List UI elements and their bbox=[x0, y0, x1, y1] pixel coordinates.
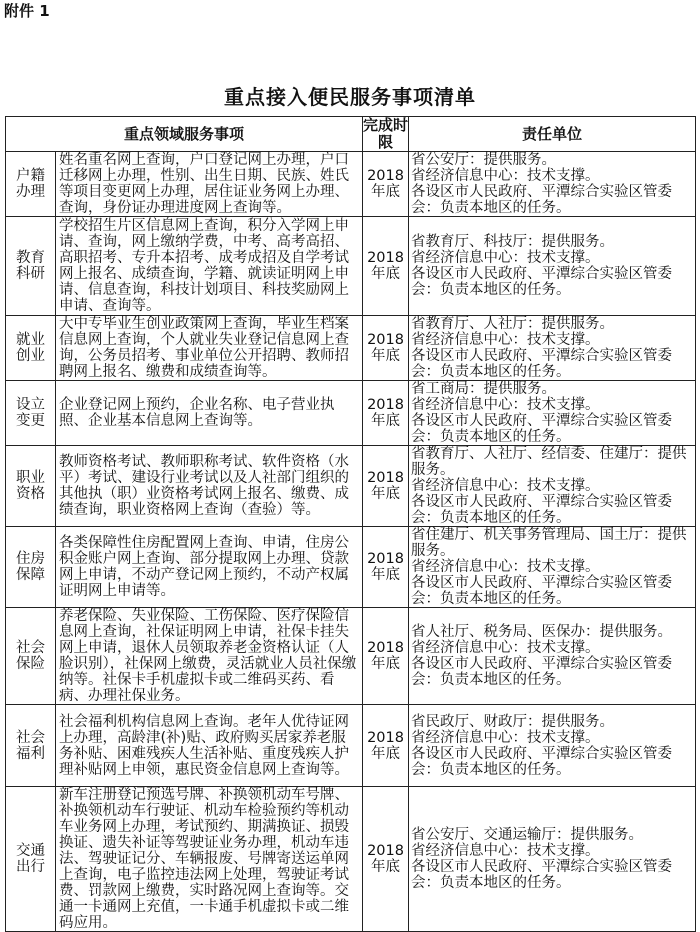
row-items: 企业登记网上预约，企业名称、电子营业执照、企业基本信息网上查询等。 bbox=[56, 381, 363, 446]
responsible-unit: 省经济信息中心：技术支撑。 bbox=[411, 478, 600, 494]
row-category: 交通出行 bbox=[6, 787, 56, 932]
row-items: 教师资格考试、教师职称考试、软件资格（水平）考试、建设行业考试以及人社部门组织的其他执（职）业资格考试网上报名、缴费、成绩查询，职业资格网上查询（查验）等。 bbox=[56, 446, 363, 527]
responsible-unit: 各设区市人民政府、平潭综合实验区管委会：负责本地区的任务。 bbox=[411, 575, 673, 607]
row-items: 姓名重名网上查询，户口登记网上办理，户口迁移网上办理，性别、出生日期、民族、姓氏等项目变更网上办理，居住证业务网上办理、查询，身份证办理进度网上查询等。 bbox=[56, 152, 363, 217]
row-deadline: 2018年底 bbox=[363, 608, 409, 705]
table-row bbox=[6, 527, 696, 608]
row-category: 住房保障 bbox=[6, 527, 56, 608]
row-deadline: 2018年底 bbox=[363, 527, 409, 608]
row-category: 户籍办理 bbox=[6, 152, 56, 217]
row-units bbox=[409, 608, 696, 705]
responsible-unit: 省经济信息中心：技术支撑。 bbox=[411, 559, 600, 575]
responsible-unit: 省经济信息中心：技术支撑。 bbox=[411, 640, 600, 656]
table-row bbox=[6, 316, 696, 381]
row-category: 就业创业 bbox=[6, 316, 56, 381]
responsible-unit: 各设区市人民政府、平潭综合实验区管委会：负责本地区的任务。 bbox=[411, 859, 673, 891]
row-units bbox=[409, 152, 696, 217]
row-category: 社会福利 bbox=[6, 705, 56, 787]
row-items: 社会福利机构信息网上查询。老年人优待证网上办理，高龄津(补)贴、政府购买居家养老服务补贴、困难残疾人生活补贴、重度残疾人护理补贴网上申领，惠民资金信息网上查询等。 bbox=[56, 705, 363, 787]
row-items: 学校招生片区信息网上查询，积分入学网上申请、查询，网上缴纳学费，中考、高考高招、高职招考、专升本招考、成考成招及自学考试网上报名、成绩查询，学籍、就读证明网上申请、信息查询，科技计划项目、科技奖励网上申请、查询等。 bbox=[56, 217, 363, 316]
responsible-unit: 省教育厅、人社厅：提供服务。 bbox=[411, 316, 615, 332]
row-units bbox=[409, 787, 696, 932]
row-deadline: 2018年底 bbox=[363, 217, 409, 316]
row-category: 设立变更 bbox=[6, 381, 56, 446]
row-deadline: 2018年底 bbox=[363, 381, 409, 446]
table-row bbox=[6, 608, 696, 705]
table-row bbox=[6, 381, 696, 446]
row-items: 大中专毕业生创业政策网上查询，毕业生档案信息网上查询，个人就业失业登记信息网上查询，公务员招考、事业单位公开招聘、教师招聘网上报名、缴费和成绩查询等。 bbox=[56, 316, 363, 381]
responsible-unit: 省住建厅、机关事务管理局、国土厅：提供服务。 bbox=[411, 527, 687, 559]
row-items: 各类保障性住房配置网上查询、申请，住房公积金账户网上查询、部分提取网上办理、贷款网上申请，不动产登记网上预约，不动产权属证明网上申请等。 bbox=[56, 527, 363, 608]
responsible-unit: 省人社厅、税务局、医保办：提供服务。 bbox=[411, 624, 673, 640]
table-row bbox=[6, 446, 696, 527]
page-title: 重点接入便民服务事项清单 bbox=[224, 85, 476, 109]
responsible-unit: 省工商局：提供服务。 bbox=[411, 381, 557, 397]
row-deadline: 2018年底 bbox=[363, 152, 409, 217]
row-units bbox=[409, 381, 696, 446]
responsible-unit: 省民政厅、财政厅：提供服务。 bbox=[411, 713, 615, 730]
row-units bbox=[409, 527, 696, 608]
table-row bbox=[6, 705, 696, 787]
responsible-unit: 各设区市人民政府、平潭综合实验区管委会：负责本地区的任务。 bbox=[411, 745, 673, 778]
responsible-unit: 省教育厅、科技厅：提供服务。 bbox=[411, 234, 615, 250]
row-units bbox=[409, 446, 696, 527]
header-units: 责任单位 bbox=[409, 117, 696, 152]
table-header-row bbox=[6, 117, 696, 152]
row-units bbox=[409, 705, 696, 787]
attachment-label: 附件 1 bbox=[4, 2, 50, 20]
row-category: 社会保险 bbox=[6, 608, 56, 705]
responsible-unit: 省经济信息中心：技术支撑。 bbox=[411, 250, 600, 266]
row-units bbox=[409, 316, 696, 381]
header-items: 重点领域服务事项 bbox=[6, 117, 363, 152]
responsible-unit: 省经济信息中心：技术支撑。 bbox=[411, 397, 600, 413]
row-category: 职业资格 bbox=[6, 446, 56, 527]
responsible-unit: 省经济信息中心：技术支撑。 bbox=[411, 843, 600, 859]
header-deadline: 完成时限 bbox=[363, 116, 409, 151]
responsible-unit: 省教育厅、人社厅、经信委、住建厅：提供服务。 bbox=[411, 446, 687, 478]
row-category: 教育科研 bbox=[6, 217, 56, 316]
row-items: 养老保险、失业保险、工伤保险、医疗保险信息网上查询，社保证明网上申请，社保卡挂失网上申请，退休人员领取养老金资格认证（人脸识别），社保网上缴费，灵活就业人员社保缴纳等。社保卡手机虚拟卡或二维码买药、看病、办理社保业务。 bbox=[56, 608, 363, 705]
row-items: 新车注册登记预选号牌、补换领机动车号牌、补换领机动车行驶证、机动车检验预约等机动车业务网上办理，考试预约、期满换证、损毁换证、遗失补证等驾驶证业务办理，机动车违法、驾驶证记分、车辆报废、号牌寄送运单网上查询，电子监控违法网上处理，驾驶证考试费、罚款网上缴费，实时路况网上查询等。交通一卡通网上充值，一卡通手机虚拟卡或二维码应用。 bbox=[56, 787, 363, 932]
table-row bbox=[6, 152, 696, 217]
responsible-unit: 省经济信息中心：技术支撑。 bbox=[411, 168, 600, 184]
responsible-unit: 省公安厅、交通运输厅：提供服务。 bbox=[411, 827, 644, 843]
row-units bbox=[409, 217, 696, 316]
responsible-unit: 省公安厅：提供服务。 bbox=[411, 152, 557, 168]
responsible-unit: 各设区市人民政府、平潭综合实验区管委会：负责本地区的任务。 bbox=[411, 348, 673, 380]
responsible-unit: 各设区市人民政府、平潭综合实验区管委会：负责本地区的任务。 bbox=[411, 656, 673, 688]
service-items-table bbox=[5, 116, 696, 932]
table-row bbox=[6, 787, 696, 932]
responsible-unit: 各设区市人民政府、平潭综合实验区管委会：负责本地区的任务。 bbox=[411, 184, 673, 216]
row-deadline: 2018年底 bbox=[363, 446, 409, 527]
row-deadline: 2018年底 bbox=[363, 705, 409, 787]
responsible-unit: 省经济信息中心：技术支撑。 bbox=[411, 332, 600, 348]
responsible-unit: 省经济信息中心：技术支撑。 bbox=[411, 729, 600, 746]
responsible-unit: 各设区市人民政府、平潭综合实验区管委会：负责本地区的任务。 bbox=[411, 413, 673, 445]
row-deadline: 2018年底 bbox=[363, 787, 409, 932]
responsible-unit: 各设区市人民政府、平潭综合实验区管委会：负责本地区的任务。 bbox=[411, 494, 673, 526]
table-row bbox=[6, 217, 696, 316]
row-deadline: 2018年底 bbox=[363, 316, 409, 381]
responsible-unit: 各设区市人民政府、平潭综合实验区管委会：负责本地区的任务。 bbox=[411, 266, 673, 298]
